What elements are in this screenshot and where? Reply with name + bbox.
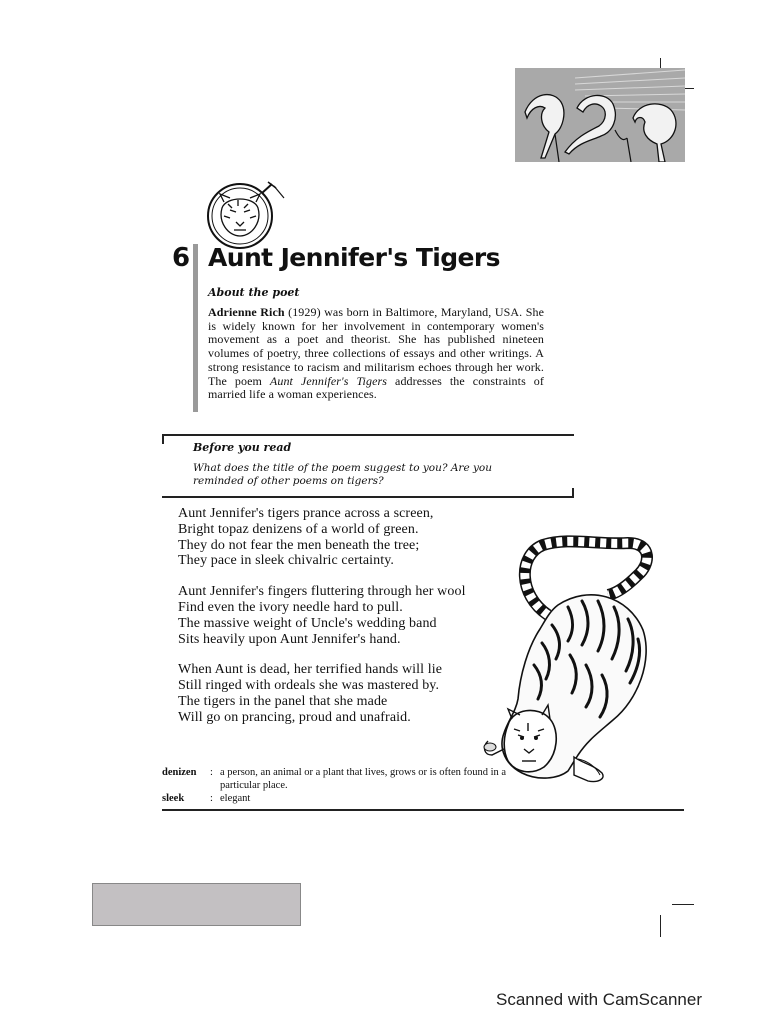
flamingo-illustration bbox=[515, 68, 685, 162]
crop-mark bbox=[660, 915, 661, 937]
glossary-separator: : bbox=[210, 793, 213, 804]
before-you-read-top-rule bbox=[162, 434, 574, 436]
poem-stanza bbox=[178, 584, 518, 647]
tiger-illustration bbox=[478, 535, 653, 785]
about-poet-text-1: (1929) was born in Baltimore, Maryland, USA. She is widely known for her involvement in contemporary women's movement as a poet and theorist. She has published nineteen volumes of poetry, three collections of essays and other writings. A strong resistance to racism and militarism echoes through her work. The poem bbox=[208, 305, 544, 388]
glossary-separator: : bbox=[210, 767, 213, 778]
crop-mark bbox=[672, 904, 694, 905]
poem-line: Sits heavily upon Aunt Jennifer's hand. bbox=[178, 631, 401, 647]
chapter-number: 6 bbox=[172, 243, 191, 273]
glossary-definition: elegant bbox=[220, 793, 251, 804]
scanner-watermark: Scanned with CamScanner bbox=[496, 990, 703, 1009]
grey-placeholder-box bbox=[92, 883, 301, 926]
poem-line: When Aunt is dead, her terrified hands will lie bbox=[178, 662, 443, 678]
glossary-entry bbox=[162, 766, 520, 792]
chapter-title: Aunt Jennifer's Tigers bbox=[208, 243, 500, 272]
about-poet-heading: About the poet bbox=[208, 286, 300, 299]
poem-line: Bright topaz denizens of a world of green. bbox=[178, 521, 419, 537]
glossary-entry bbox=[162, 792, 520, 805]
poem-stanza bbox=[178, 506, 518, 569]
glossary-definition: a person, an animal or a plant that lives, grows or is often found in a particular place. bbox=[220, 767, 507, 791]
poem-line: Aunt Jennifer's fingers fluttering through her wool bbox=[178, 584, 466, 600]
glossary-term: denizen bbox=[162, 767, 197, 778]
poem-line: The massive weight of Uncle's wedding band bbox=[178, 615, 437, 631]
poem-title-reference: Aunt Jennifer's Tigers bbox=[269, 373, 388, 388]
before-you-read-bottom-tick bbox=[572, 488, 574, 498]
poem-line: Still ringed with ordeals she was mastered by. bbox=[178, 678, 440, 694]
before-you-read-bottom-rule bbox=[162, 496, 574, 498]
poem-line: The tigers in the panel that she made bbox=[178, 693, 388, 709]
tiger-head-medallion bbox=[200, 180, 290, 250]
about-poet-text-2: addresses the constraints of married life a woman experiences. bbox=[208, 373, 544, 402]
before-you-read-top-tick bbox=[162, 434, 164, 444]
glossary bbox=[162, 766, 520, 805]
chapter-side-bar bbox=[193, 244, 198, 412]
poem-stanza bbox=[178, 662, 518, 725]
poem-line: Will go on prancing, proud and unafraid. bbox=[178, 709, 411, 725]
poem-line: They pace in sleek chivalric certainty. bbox=[178, 553, 394, 569]
glossary-term: sleek bbox=[162, 793, 185, 804]
before-you-read-question: What does the title of the poem suggest to you? Are you reminded of other poems on tigers? bbox=[193, 462, 493, 487]
about-poet-body bbox=[208, 306, 544, 402]
bottom-rule bbox=[162, 809, 684, 811]
poem bbox=[178, 506, 518, 741]
poem-line: Aunt Jennifer's tigers prance across a screen, bbox=[178, 506, 434, 521]
poem-line: Find even the ivory needle hard to pull. bbox=[178, 599, 403, 615]
poet-name: Adrienne Rich bbox=[208, 305, 285, 319]
before-you-read-heading: Before you read bbox=[193, 441, 292, 454]
poem-line: They do not fear the men beneath the tree; bbox=[178, 537, 420, 553]
